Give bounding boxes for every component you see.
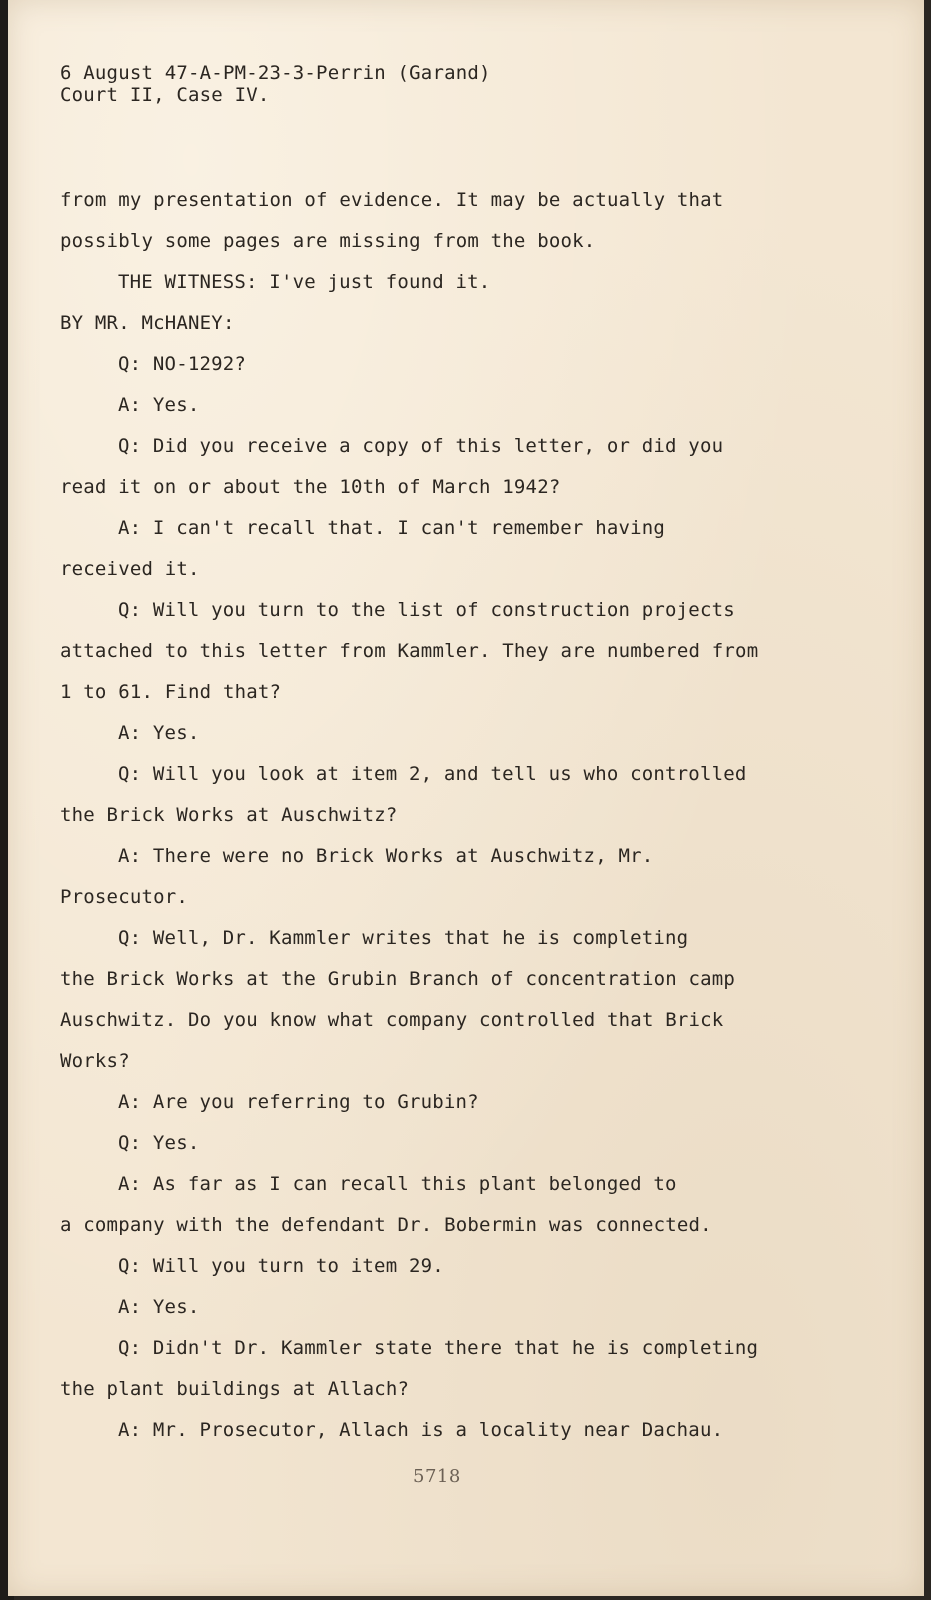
transcript-line: Q: Will you look at item 2, and tell us who controlled [118, 763, 747, 785]
transcript-line: Prosecutor. [60, 886, 189, 908]
transcript-line: Q: NO-1292? [118, 353, 247, 375]
document-page [8, 0, 924, 1596]
transcript-line: attached to this letter from Kammler. They are numbered from [60, 640, 759, 662]
transcript-line: Works? [60, 1050, 130, 1072]
transcript-line: Q: Didn't Dr. Kammler state there that he is completing [118, 1337, 759, 1359]
transcript-line: BY MR. McHANEY: [60, 312, 235, 334]
transcript-line: Q: Yes. [118, 1132, 200, 1154]
transcript-line: from my presentation of evidence. It may be actually that [60, 189, 724, 211]
page-number: 5718 [413, 1466, 461, 1487]
transcript-line: Q: Will you turn to the list of construction projects [118, 599, 735, 621]
transcript-line: 1 to 61. Find that? [60, 681, 282, 703]
header-court-line: Court II, Case IV. [60, 84, 270, 106]
transcript-line: Q: Well, Dr. Kammler writes that he is completing [118, 927, 689, 949]
transcript-header [60, 62, 491, 106]
transcript-line: received it. [60, 558, 200, 580]
transcript-line: the Brick Works at the Grubin Branch of concentration camp [60, 968, 736, 990]
transcript-line: read it on or about the 10th of March 1942? [60, 476, 561, 498]
transcript-line: A: There were no Brick Works at Auschwitz, Mr. [118, 845, 654, 867]
transcript-line: possibly some pages are missing from the book. [60, 230, 596, 252]
transcript-line: a company with the defendant Dr. Bobermin was connected. [60, 1214, 712, 1236]
header-session-line: 6 August 47-A-PM-23-3-Perrin (Garand) [60, 62, 491, 84]
transcript-line: A: Mr. Prosecutor, Allach is a locality near Dachau. [118, 1419, 724, 1441]
transcript-line: the plant buildings at Allach? [60, 1378, 410, 1400]
transcript-line: A: Yes. [118, 394, 200, 416]
transcript-line: Auschwitz. Do you know what company controlled that Brick [60, 1009, 724, 1031]
transcript-line: A: Are you referring to Grubin? [118, 1091, 479, 1113]
transcript-line: THE WITNESS: I've just found it. [118, 271, 491, 293]
transcript-line: A: Yes. [118, 722, 200, 744]
transcript-line: A: I can't recall that. I can't remember having [118, 517, 666, 539]
transcript-line: A: Yes. [118, 1296, 200, 1318]
transcript-line: Q: Did you receive a copy of this letter, or did you [118, 435, 724, 457]
transcript-line: the Brick Works at Auschwitz? [60, 804, 398, 826]
transcript-line: A: As far as I can recall this plant belonged to [118, 1173, 677, 1195]
transcript-line: Q: Will you turn to item 29. [118, 1255, 444, 1277]
